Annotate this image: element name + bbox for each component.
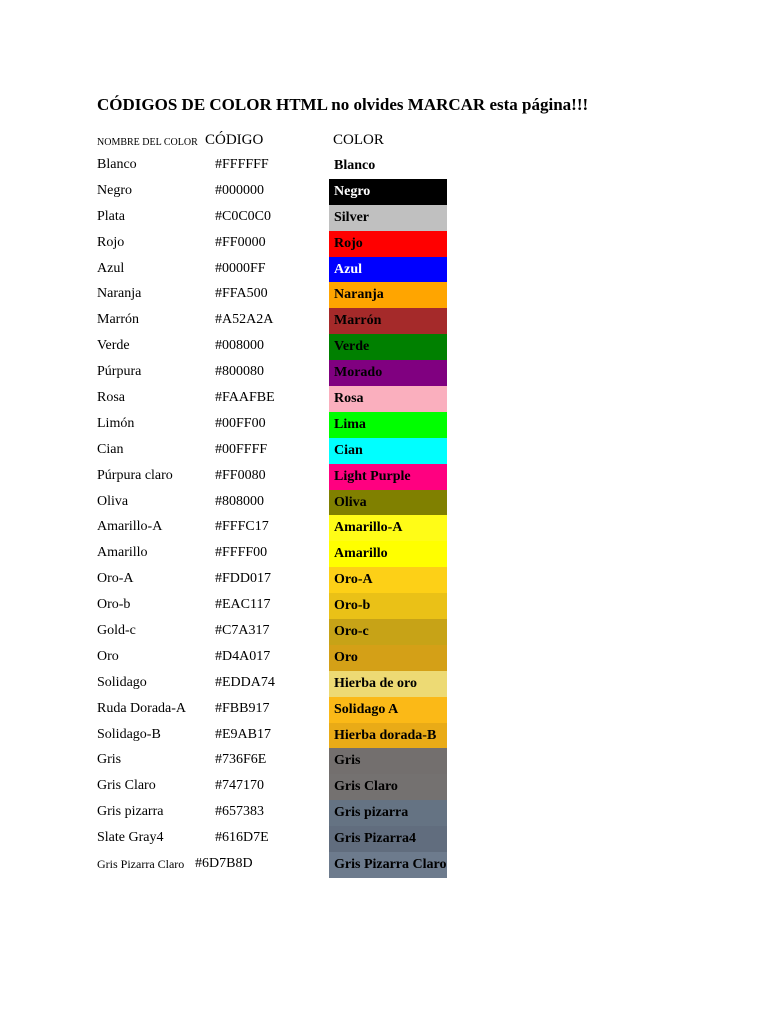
table-row [97,308,517,334]
color-swatch: Oro [329,645,447,671]
color-code: #C0C0C0 [215,208,272,224]
table-row [97,826,517,852]
color-code: #616D7E [215,830,269,846]
color-swatch: Blanco [329,153,447,179]
color-code: #747170 [215,778,264,794]
color-swatch: Morado [329,360,447,386]
color-code: #808000 [215,493,264,509]
color-swatch: Gris Pizarra4 [329,826,447,852]
color-swatch: Naranja [329,282,447,308]
color-code: #008000 [215,338,264,354]
color-code: #FFA500 [215,286,268,302]
table-row [97,334,517,360]
table-row [97,464,517,490]
color-code: #FF0000 [215,234,266,250]
color-code: #D4A017 [215,648,271,664]
color-swatch: Gris Claro [329,774,447,800]
color-name: Oro-A [97,571,134,587]
table-header [97,129,517,151]
color-swatch: Oro-c [329,619,447,645]
color-code: #EAC117 [215,597,271,613]
color-swatch: Silver [329,205,447,231]
table-row [97,723,517,749]
color-code: #E9AB17 [215,726,271,742]
color-swatch: Oro-A [329,567,447,593]
color-name: Azul [97,260,125,276]
table-row [97,852,517,878]
color-swatch: Verde [329,334,447,360]
color-name: Púrpura claro [97,467,173,483]
color-name: Gold-c [97,623,136,639]
color-swatch: Rosa [329,386,447,412]
color-name: Gris [97,752,122,768]
color-name: Oro [97,648,119,664]
color-swatch: Negro [329,179,447,205]
color-swatch: Oliva [329,490,447,516]
table-row [97,774,517,800]
color-swatch: Hierba de oro [329,671,447,697]
table-row [97,205,517,231]
table-row [97,179,517,205]
color-code: #A52A2A [215,312,274,328]
color-swatch: Lima [329,412,447,438]
table-row [97,515,517,541]
color-name: Limón [97,415,135,431]
table-row [97,282,517,308]
color-name: Blanco [97,157,137,172]
table-row [97,800,517,826]
color-name: Slate Gray4 [97,830,164,846]
header-code: CÓDIGO [205,132,264,148]
color-swatch: Solidago A [329,697,447,723]
color-name: Cian [97,441,124,457]
color-swatch: Rojo [329,231,447,257]
color-code: #EDDA74 [215,674,275,690]
color-code: #FBB917 [215,700,270,716]
header-color-name: NOMBRE DEL COLOR [97,137,198,148]
table-row [97,153,517,179]
color-swatch: Light Purple [329,464,447,490]
color-code: #00FFFF [215,441,268,457]
color-name: Púrpura [97,364,142,380]
table-row [97,541,517,567]
color-swatch: Cian [329,438,447,464]
table-row [97,645,517,671]
color-name: Gris Claro [97,778,156,794]
color-name: Ruda Dorada-A [97,700,187,716]
color-code: #FDD017 [215,571,272,587]
table-row [97,671,517,697]
color-code: #657383 [215,804,264,820]
color-code: #FFFFFF [215,157,269,172]
header-color: COLOR [333,132,384,148]
color-code: #FFFC17 [215,519,269,535]
table-row [97,490,517,516]
table-row [97,386,517,412]
table-row [97,593,517,619]
color-name: Solidago [97,674,147,690]
color-code: #0000FF [215,260,266,276]
color-swatch: Gris pizarra [329,800,447,826]
table-row [97,412,517,438]
color-swatch: Hierba dorada-B [329,723,447,749]
color-name: Plata [97,208,125,224]
color-code: #800080 [215,364,264,380]
table-row [97,619,517,645]
color-swatch: Amarillo [329,541,447,567]
color-name: Amarillo-A [97,519,163,535]
color-name: Naranja [97,286,142,302]
color-code: #FFFF00 [215,545,268,561]
color-name: Oliva [97,493,129,509]
color-code: #6D7B8D [195,856,253,872]
color-code: #00FF00 [215,415,266,431]
color-name: Verde [97,338,130,354]
table-row [97,231,517,257]
color-swatch: Azul [329,257,447,283]
color-name: Gris Pizarra Claro [97,857,185,872]
color-name: Solidago-B [97,726,161,742]
color-name: Rojo [97,234,125,250]
color-swatch: Gris [329,748,447,774]
page-title: CÓDIGOS DE COLOR HTML no olvides MARCAR esta página!!! [97,95,589,114]
color-name: Marrón [97,312,139,328]
color-name: Negro [97,182,132,198]
color-code: #736F6E [215,752,267,768]
color-name: Gris pizarra [97,804,164,820]
color-code: #000000 [215,182,264,198]
table-row [97,438,517,464]
color-name: Amarillo [97,545,148,561]
color-code: #C7A317 [215,623,270,639]
color-swatch: Oro-b [329,593,447,619]
color-table [97,153,517,878]
color-code: #FAAFBE [215,390,275,406]
color-swatch: Amarillo-A [329,515,447,541]
table-row [97,748,517,774]
color-code: #FF0080 [215,467,266,483]
table-row [97,360,517,386]
table-row [97,567,517,593]
table-row [97,697,517,723]
color-swatch: Gris Pizarra Claro [329,852,447,878]
color-name: Oro-b [97,597,131,613]
table-row [97,257,517,283]
color-name: Rosa [97,390,125,406]
color-swatch: Marrón [329,308,447,334]
